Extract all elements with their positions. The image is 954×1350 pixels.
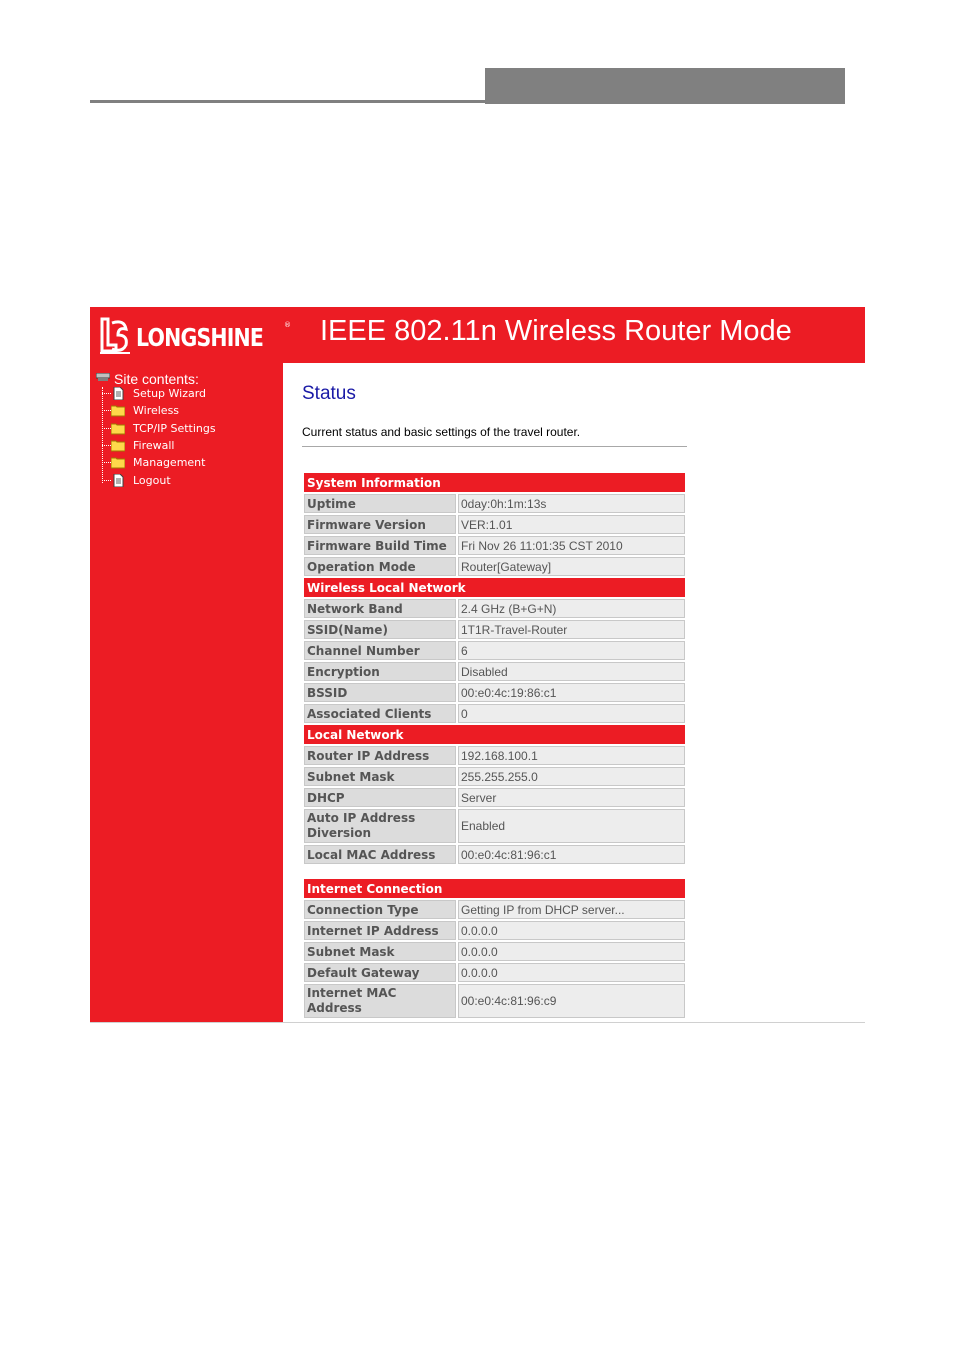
row-label: Operation Mode bbox=[304, 557, 456, 576]
row-label: Auto IP Address Diversion bbox=[304, 809, 456, 843]
sidebar-item-label: Management bbox=[133, 456, 206, 469]
table-row bbox=[304, 767, 685, 786]
title-divider bbox=[302, 446, 687, 447]
folder-icon bbox=[111, 422, 125, 435]
row-value: Getting IP from DHCP server... bbox=[458, 900, 685, 919]
table-row bbox=[304, 515, 685, 534]
row-label: DHCP bbox=[304, 788, 456, 807]
table-row bbox=[304, 599, 685, 618]
page-title: Status bbox=[302, 383, 356, 404]
folder-icon bbox=[111, 404, 125, 417]
row-value: 2.4 GHz (B+G+N) bbox=[458, 599, 685, 618]
sidebar-item-wireless[interactable] bbox=[102, 402, 179, 419]
row-value: 0.0.0.0 bbox=[458, 921, 685, 940]
sidebar-item-label: Wireless bbox=[133, 404, 180, 417]
sidebar-item-tcpip-settings[interactable] bbox=[102, 420, 216, 437]
section-header-row bbox=[304, 473, 685, 492]
row-value: VER:1.01 bbox=[458, 515, 685, 534]
sidebar-item-label: Logout bbox=[133, 474, 171, 487]
row-value: Fri Nov 26 11:01:35 CST 2010 bbox=[458, 536, 685, 555]
row-value: 6 bbox=[458, 641, 685, 660]
sidebar-item-label: TCP/IP Settings bbox=[133, 422, 216, 435]
row-value: 192.168.100.1 bbox=[458, 746, 685, 765]
logo-wordmark: LONGSHINE bbox=[136, 323, 264, 352]
sidebar bbox=[90, 363, 283, 1022]
section-header-wireless-local-network: Wireless Local Network bbox=[304, 578, 685, 597]
row-label: Subnet Mask bbox=[304, 767, 456, 786]
row-value: Enabled bbox=[458, 809, 685, 843]
row-label: Subnet Mask bbox=[304, 942, 456, 961]
row-label: Firmware Version bbox=[304, 515, 456, 534]
sidebar-item-firewall[interactable] bbox=[102, 437, 174, 454]
row-label: Channel Number bbox=[304, 641, 456, 660]
section-header-local-network: Local Network bbox=[304, 725, 685, 744]
table-row bbox=[304, 620, 685, 639]
longshine-logo bbox=[96, 313, 291, 359]
row-value: 0 bbox=[458, 704, 685, 723]
row-value: 00:e0:4c:81:96:c9 bbox=[458, 984, 685, 1018]
row-label: Uptime bbox=[304, 494, 456, 513]
sidebar-item-label: Setup Wizard bbox=[133, 387, 207, 400]
banner bbox=[90, 307, 865, 363]
row-label: BSSID bbox=[304, 683, 456, 702]
sidebar-item-setup-wizard[interactable] bbox=[102, 385, 206, 402]
table-row bbox=[304, 845, 685, 864]
document-header-rule bbox=[90, 100, 485, 103]
folder-icon bbox=[111, 439, 125, 452]
row-label: Encryption bbox=[304, 662, 456, 681]
row-value: Server bbox=[458, 788, 685, 807]
sidebar-item-management[interactable] bbox=[102, 454, 205, 471]
row-value: 0.0.0.0 bbox=[458, 963, 685, 982]
banner-title: IEEE 802.11n Wireless Router Mode bbox=[320, 315, 792, 347]
row-label: Local MAC Address bbox=[304, 845, 456, 864]
row-label: Default Gateway bbox=[304, 963, 456, 982]
section-header-system-information: System Information bbox=[304, 473, 685, 492]
site-contents-label: Site contents: bbox=[114, 371, 199, 387]
row-value: Disabled bbox=[458, 662, 685, 681]
computer-icon bbox=[96, 373, 110, 382]
table-row bbox=[304, 557, 685, 576]
section-header-internet-connection: Internet Connection bbox=[304, 879, 685, 898]
page-icon bbox=[111, 387, 125, 400]
row-label: Internet IP Address bbox=[304, 921, 456, 940]
row-value: 0day:0h:1m:13s bbox=[458, 494, 685, 513]
page-description: Current status and basic settings of the travel router. bbox=[302, 425, 581, 439]
sidebar-item-logout[interactable] bbox=[102, 472, 171, 489]
row-label: Router IP Address bbox=[304, 746, 456, 765]
table-row bbox=[304, 809, 685, 843]
section-header-row bbox=[304, 725, 685, 744]
row-value: Router[Gateway] bbox=[458, 557, 685, 576]
table-row bbox=[304, 536, 685, 555]
table-row bbox=[304, 963, 685, 982]
row-label: Firmware Build Time bbox=[304, 536, 456, 555]
table-row bbox=[304, 942, 685, 961]
row-value: 00:e0:4c:81:96:c1 bbox=[458, 845, 685, 864]
registered-mark: ® bbox=[284, 321, 291, 329]
row-value: 0.0.0.0 bbox=[458, 942, 685, 961]
section-header-row bbox=[304, 578, 685, 597]
table-row bbox=[304, 921, 685, 940]
row-value: 00:e0:4c:19:86:c1 bbox=[458, 683, 685, 702]
row-value: 255.255.255.0 bbox=[458, 767, 685, 786]
table-row bbox=[304, 788, 685, 807]
status-table bbox=[302, 471, 687, 1020]
table-row bbox=[304, 494, 685, 513]
row-label: Network Band bbox=[304, 599, 456, 618]
table-row bbox=[304, 984, 685, 1018]
longshine-emblem-icon bbox=[96, 313, 136, 359]
row-value: 1T1R-Travel-Router bbox=[458, 620, 685, 639]
main-content bbox=[283, 363, 865, 1022]
page-icon bbox=[111, 474, 125, 487]
folder-icon bbox=[111, 456, 125, 469]
row-label: Associated Clients bbox=[304, 704, 456, 723]
document-header-bar bbox=[485, 68, 845, 104]
table-row bbox=[304, 662, 685, 681]
section-header-row bbox=[304, 879, 685, 898]
router-status-screenshot bbox=[90, 307, 865, 1023]
row-label: Internet MAC Address bbox=[304, 984, 456, 1018]
table-row bbox=[304, 704, 685, 723]
table-row bbox=[304, 641, 685, 660]
section-spacer bbox=[304, 866, 685, 877]
table-row bbox=[304, 900, 685, 919]
table-row bbox=[304, 683, 685, 702]
sidebar-item-label: Firewall bbox=[133, 439, 175, 452]
row-label: SSID(Name) bbox=[304, 620, 456, 639]
row-label: Connection Type bbox=[304, 900, 456, 919]
table-row bbox=[304, 746, 685, 765]
